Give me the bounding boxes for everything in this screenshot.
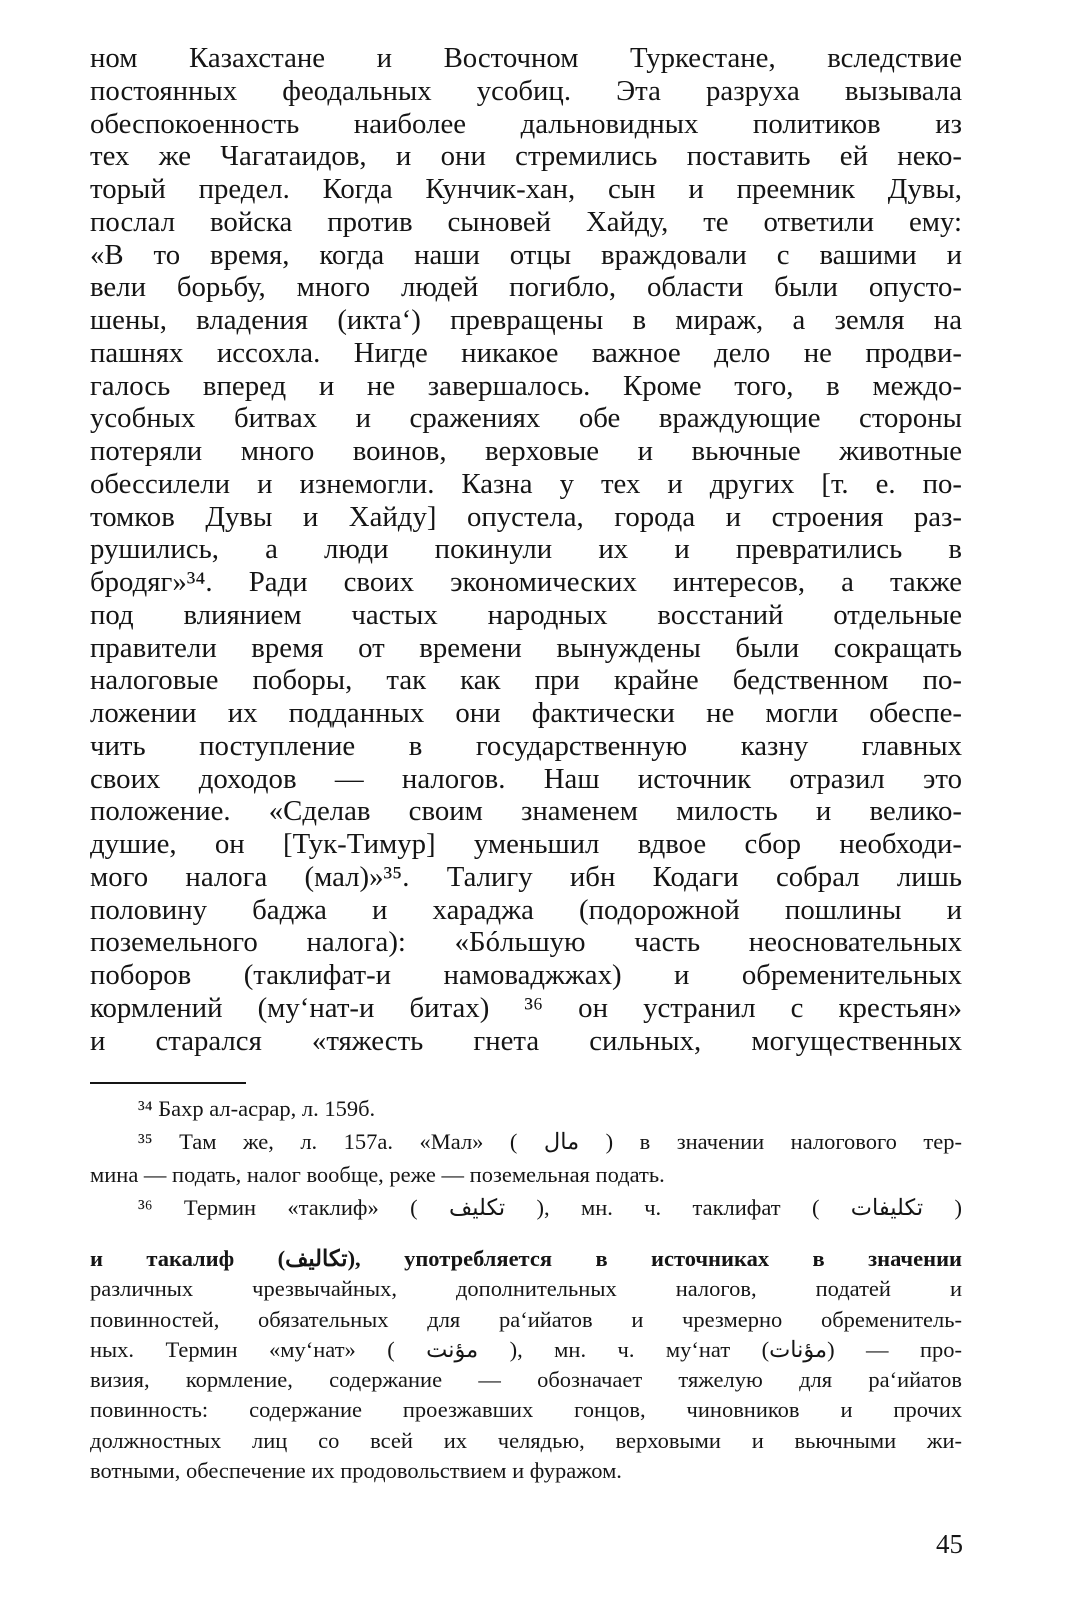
- text-line: томков Дувы и Хайду] опустела, города и строения раз-: [90, 500, 962, 533]
- text-line: постоянных феодальных усобиц. Эта разруха вызывала: [90, 74, 962, 107]
- text-line: обеспокоенность наиболее дальновидных политиков из: [90, 107, 962, 140]
- main-text: [90, 42, 962, 1057]
- text-line: под влиянием частых народных восстаний отдельные: [90, 598, 962, 631]
- footnote-34: ³⁴ Бахр ал-асрар, л. 159б.: [138, 1096, 376, 1121]
- footnote-36: ³⁶ Термин «таклиф» ( تكليف ), мн. ч. таклифат ( تكليفات ): [138, 1195, 962, 1220]
- text-line: обессилели и изнемогли. Казна у тех и других [т. е. по-: [90, 467, 962, 500]
- footnotes-lower: [90, 1244, 962, 1486]
- text-line: кормлений (му‘нат-и битах) ³⁶ он устранил с крестьян»: [90, 991, 962, 1024]
- text-line: потеряли много воинов, верховые и вьючные животные: [90, 435, 962, 467]
- footnote-36-cont: визия, кормление, содержание — обозначает тяжелую для ра‘ийатов: [90, 1367, 962, 1393]
- footnotes-upper: [90, 1092, 962, 1224]
- footnote-35-cont: мина — подать, налог вообще, реже — поземельная подать.: [90, 1162, 665, 1187]
- footnote-36-cont: различных чрезвычайных, дополнительных налогов, податей и: [90, 1276, 962, 1302]
- footnote-divider: [90, 1082, 246, 1084]
- footnote-35: ³⁵ Там же, л. 157а. «Мал» ( مال ) в значении налогового тер-: [138, 1129, 962, 1154]
- text-line: ном Казахстане и Восточном Туркестане, вследствие: [90, 42, 962, 74]
- text-line: послал войска против сыновей Хайду, те ответили ему:: [90, 205, 962, 238]
- text-line: своих доходов — налогов. Наш источник отразил это: [90, 762, 962, 795]
- text-line: половину баджа и хараджа (подорожной пошлины и: [90, 893, 962, 926]
- text-line: бродяг»³⁴. Ради своих экономических интересов, а также: [90, 566, 962, 598]
- footnote-36-cont: должностных лиц со всей их челядью, верховыми и вьючными жи-: [90, 1427, 962, 1453]
- text-line: ложении их подданных они фактически не могли обеспе-: [90, 697, 962, 729]
- text-line: душие, он [Тук-Тимур] уменьшил вдвое сбор необходи-: [90, 828, 962, 860]
- text-line: тех же Чагатаидов, и они стремились поставить ей неко-: [90, 140, 962, 173]
- text-line: правители время от времени вынуждены были сокращать: [90, 631, 962, 664]
- text-line: усобных битвах и сражениях обе враждующие стороны: [90, 402, 962, 435]
- text-line: шены, владения (икта‘) превращены в мираж, а земля на: [90, 304, 962, 336]
- footnote-36-cont: повинность: содержание проезжавших гонцов, чиновников и прочих: [90, 1397, 962, 1423]
- text-line: налоговые поборы, так как при крайне бедственном по-: [90, 664, 962, 697]
- text-line: поборов (таклифат-и намоваджжах) и обременительных: [90, 959, 962, 991]
- footnote-36-cont: вотными, обеспечение их продовольствием и фуражом.: [90, 1458, 622, 1484]
- text-line: и старался «тяжесть гнета сильных, могущественных: [90, 1024, 962, 1057]
- text-line: пашнях иссохла. Нигде никакое важное дело не продви-: [90, 336, 962, 369]
- text-line: торый предел. Когда Кунчик-хан, сын и преемник Дувы,: [90, 173, 962, 205]
- text-line: поземельного налога): «Бóльшую часть неосновательных: [90, 926, 962, 959]
- footnote-36-cont: повинностей, обязательных для ра‘ийатов и чрезмерно обременитель-: [90, 1306, 962, 1332]
- text-line: галось вперед и не завершалось. Кроме того, в междо-: [90, 369, 962, 402]
- text-line: мого налога (мал)»³⁵. Талигу ибн Кодаги собрал лишь: [90, 860, 962, 893]
- text-line: положение. «Сделав своим знаменем милость и велико-: [90, 795, 962, 828]
- page-number: 45: [936, 1529, 963, 1559]
- text-line: рушились, а люди покинули их и превратились в: [90, 533, 962, 566]
- text-line: «В то время, когда наши отцы враждовали с вашими и: [90, 238, 962, 271]
- footnote-36-cont: и такалиф (تكاليف), употребляется в источниках в значении: [90, 1246, 962, 1271]
- text-line: вели борьбу, много людей погибло, области были опусто-: [90, 271, 962, 304]
- text-line: чить поступление в государственную казну главных: [90, 729, 962, 762]
- footnote-36-cont: ных. Термин «му‘нат» ( مؤنت ), мн. ч. му‘нат (مؤنات) — про-: [90, 1336, 962, 1362]
